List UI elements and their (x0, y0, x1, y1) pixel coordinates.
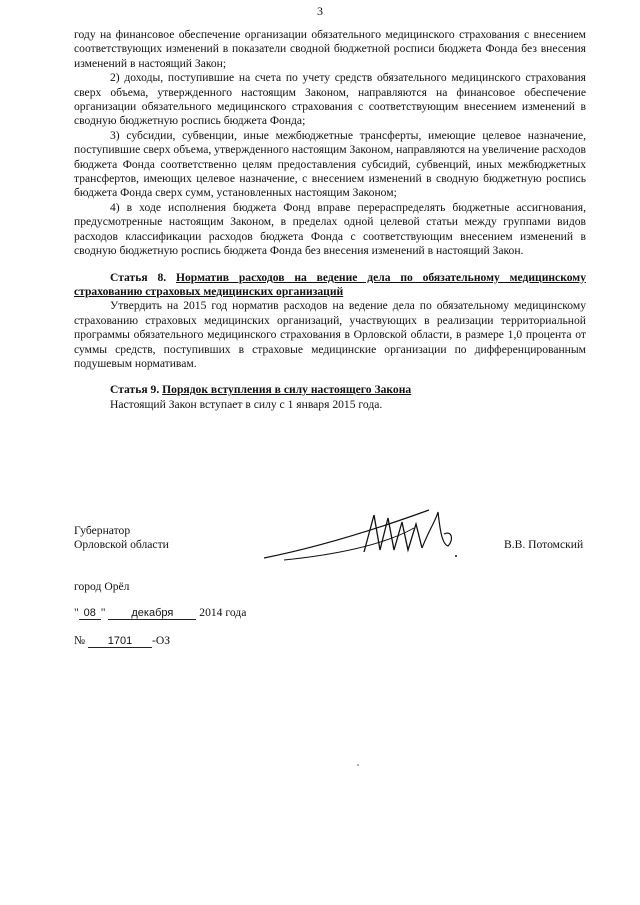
position-line-2: Орловской области (74, 538, 169, 552)
city-line: город Орёл (74, 580, 130, 593)
date-line (74, 606, 246, 620)
paragraph-item-4: 4) в ходе исполнения бюджета Фонд вправе перераспределять бюджетные ассигнования, предусмотренные настоящим Законом, в пределах одной целевой статьи между группами видов расходов классификации расходов бюджета Фонда с соответствующим внесением изменений в сводную бюджетную роспись бюджета Фонда без внесения изменений в настоящий Закон. (74, 200, 586, 258)
date-close-quote: " (100, 606, 106, 619)
date-month: декабря (108, 607, 196, 620)
article-9-title: Порядок вступления в силу настоящего Закона (162, 383, 412, 397)
number-sign: № (74, 634, 86, 647)
governor-position (74, 524, 169, 553)
article-8-title: Норматив расходов на ведение дела по обязательному медицинскому страхованию страховых медицинских организаций (74, 270, 586, 298)
article-8-heading (74, 271, 586, 300)
paragraph-item-3: 3) субсидии, субвенции, иные межбюджетные трансферты, имеющие целевое назначение, поступившие сверх объема, утвержденного настоящим Законом, направляются на увеличение расходов бюджета Фонда соответственно целям предоставления субсидий, субвенций, иных межбюджетных трансфертов, имеющих целевое назначение, с внесением изменений в сводную бюджетную роспись бюджета Фонда сверх сумм, установленных настоящим Законом; (74, 128, 586, 200)
article-9-number: Статья 9. (110, 383, 160, 397)
number-suffix: -ОЗ (151, 634, 171, 647)
paragraph-continuation: году на финансовое обеспечение организации обязательного медицинского страхования с внесением соответствующих изменений в показатели сводной бюджетной росписи бюджета Фонда без внесения изменений в настоящий Закон; (74, 28, 586, 70)
number-line (74, 634, 170, 648)
page-number: 3 (317, 4, 323, 18)
governor-name: В.В. Потомский (504, 538, 584, 551)
scan-speck (357, 764, 359, 766)
article-9-body: Настоящий Закон вступает в силу с 1 января 2015 года. (110, 397, 383, 411)
article-8-body: Утвердить на 2015 год норматив расходов на ведение дела по обязательному медицинскому страхованию страховых медицинских организаций, участвующих в реализации территориальной программы обязательного медицинского страхования в Орловской области, в размере 1,0 процента от суммы средств, поступивших в страховые медицинские организации по дифференцированным подушевым нормативам. (74, 299, 586, 370)
position-line-1: Губернатор (74, 524, 131, 537)
law-number: 1701 (88, 635, 152, 648)
date-open-quote: " (74, 606, 79, 619)
article-9-heading (74, 383, 586, 397)
article-8-number: Статья 8. (110, 270, 167, 284)
document-body (74, 28, 586, 412)
date-year: 2014 года (199, 606, 247, 619)
handwritten-signature (254, 500, 464, 570)
paragraph-item-2: 2) доходы, поступившие на счета по учету средств обязательного медицинского страхования сверх объема, утвержденного настоящим Законом, направляются на финансовое обеспечение организации обязательного медицинского страхования с соответствующим внесением изменений в сводную бюджетную роспись бюджета Фонда; (74, 71, 586, 128)
date-day: 08 (79, 607, 101, 620)
